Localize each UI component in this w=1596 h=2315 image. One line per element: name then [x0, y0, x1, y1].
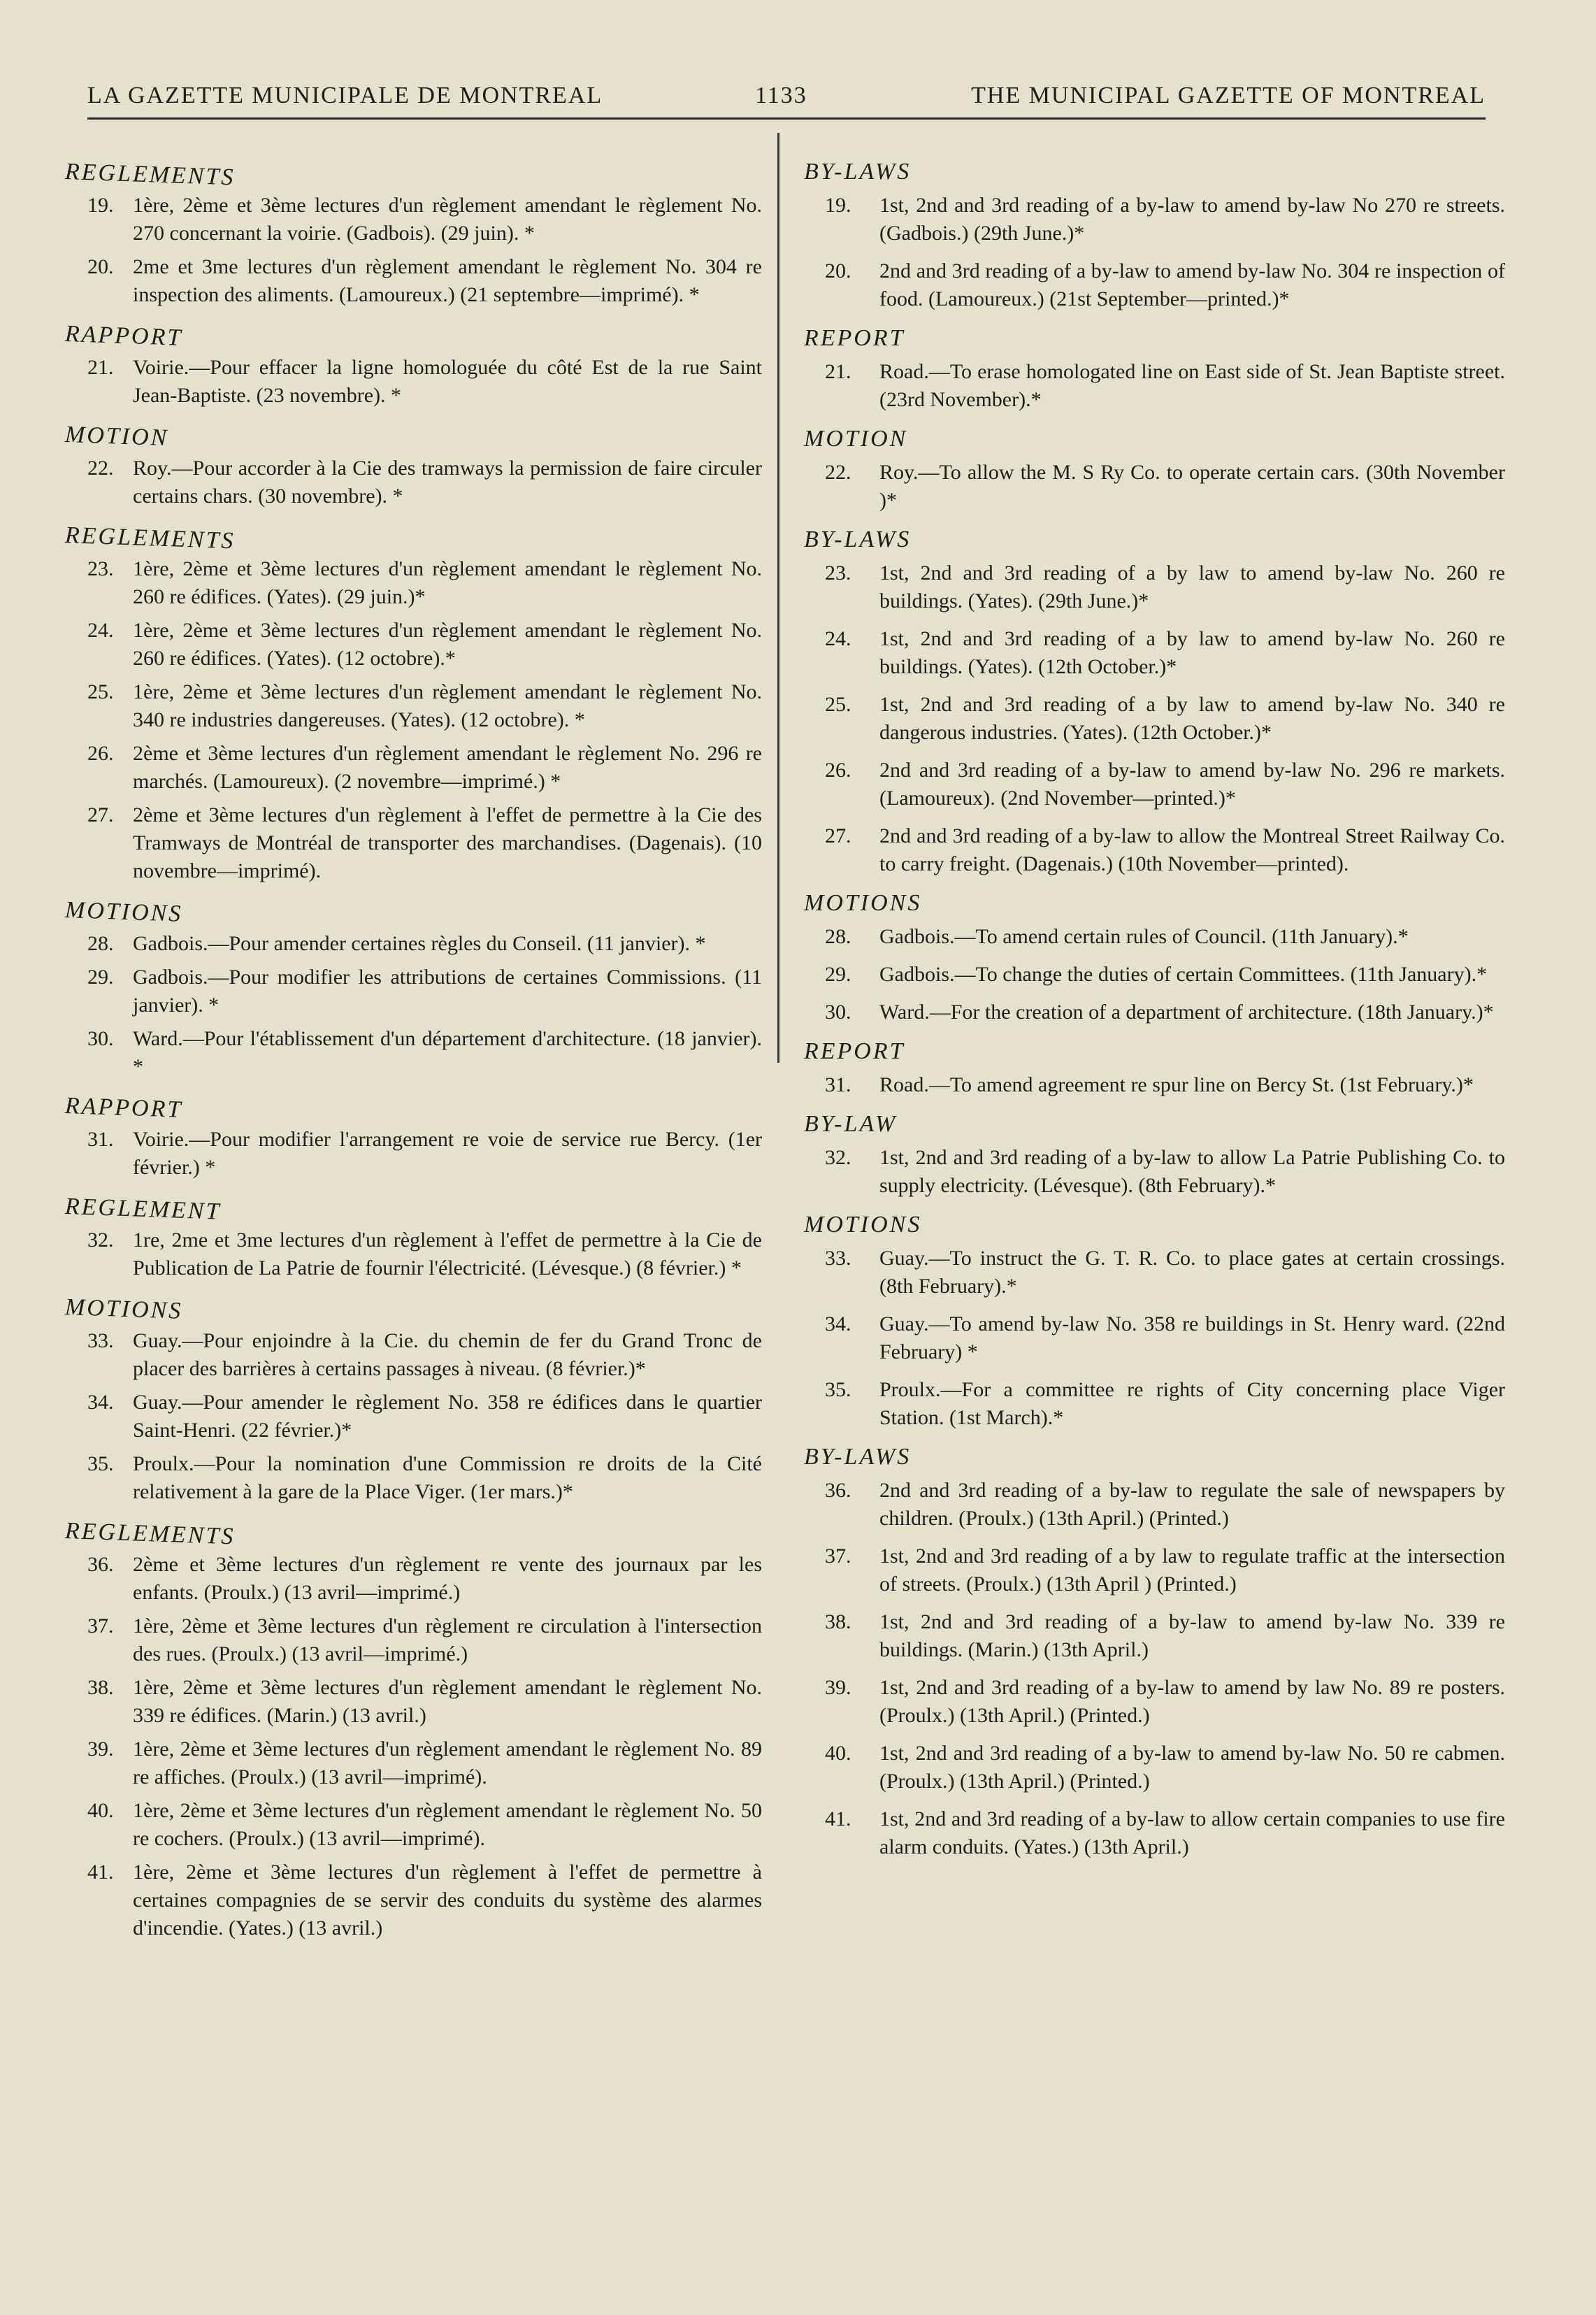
en-section-heading: BY-LAWS [804, 526, 912, 552]
fr-entry [66, 1126, 762, 1182]
fr-section [66, 420, 762, 510]
entry-number: 40. [87, 1799, 114, 1822]
entry-text: Guay.—Pour enjoindre à la Cie. du chemin de fer du Grand Tronc de placer des barrières à certains passages à niveau. (8 février.)* [133, 1329, 762, 1380]
entry-number: 35. [825, 1378, 851, 1401]
fr-section [66, 1292, 762, 1506]
fr-entry [66, 454, 762, 510]
entry-number: 25. [87, 680, 114, 703]
en-entry [796, 257, 1505, 313]
en-entry [796, 1376, 1505, 1432]
fr-section-heading: RAPPORT [64, 321, 183, 351]
entry-text: 1st, 2nd and 3rd reading of a by-law to amend by-law No 270 re streets. (Gadbois.) (29th June.)* [879, 194, 1505, 245]
en-section [796, 524, 1505, 878]
entry-text: Guay.—Pour amender le règlement No. 358 re édifices dans le quartier Saint-Henri. (22 février.)* [133, 1391, 762, 1442]
en-entry [796, 459, 1505, 515]
entry-number: 24. [87, 619, 114, 642]
fr-section [66, 1191, 762, 1282]
entry-number: 28. [87, 932, 114, 955]
english-column [796, 147, 1505, 1871]
entry-text: Road.—To erase homologated line on East side of St. Jean Baptiste street. (23rd November).* [879, 360, 1505, 411]
fr-entry [66, 678, 762, 734]
page-header [87, 83, 1486, 122]
fr-entry [66, 963, 762, 1019]
entry-text: 1st, 2nd and 3rd reading of a by law to regulate traffic at the intersection of streets. (Proulx.) (13th April ) (Printed.) [879, 1544, 1505, 1596]
entry-number: 33. [87, 1329, 114, 1352]
en-section-heading: REPORT [804, 1038, 905, 1064]
entry-text: Proulx.—Pour la nomination d'une Commission re droits de la Cité relativement à la gare de la Place Viger. (1er mars.)* [133, 1452, 762, 1503]
entry-text: Gadbois.—To amend certain rules of Council. (11th January).* [879, 925, 1409, 948]
en-section-heading: BY-LAWS [804, 1444, 912, 1470]
fr-section-heading: REGLEMENT [64, 1194, 222, 1225]
fr-entry [66, 1858, 762, 1942]
entry-number: 32. [825, 1146, 851, 1169]
entry-text: Ward.—Pour l'établissement d'un département d'architecture. (18 janvier). * [133, 1027, 762, 1078]
entry-text: 1ère, 2ème et 3ème lectures d'un règlement amendant le règlement No. 270 concernant la voirie. (Gadbois). (29 juin). * [133, 194, 762, 245]
en-entry [796, 1144, 1505, 1200]
en-entry [796, 1542, 1505, 1598]
fr-entry [66, 1612, 762, 1668]
entry-text: 1ère, 2ème et 3ème lectures d'un règlement amendant le règlement No. 339 re édifices. (Marin.) (13 avril.) [133, 1676, 762, 1727]
en-entry [796, 1674, 1505, 1730]
entry-number: 22. [87, 457, 114, 480]
entry-text: 2nd and 3rd reading of a by-law to regulate the sale of newspapers by children. (Proulx.) (13th April.) (Printed.) [879, 1479, 1505, 1530]
entry-number: 34. [825, 1312, 851, 1335]
page-number: 1133 [755, 83, 807, 108]
entry-number: 39. [87, 1737, 114, 1761]
entry-text: Roy.—Pour accorder à la Cie des tramways la permission de faire circuler certains chars. (30 novembre). * [133, 457, 762, 508]
fr-entry [66, 1450, 762, 1506]
entry-text: Gadbois.—Pour modifier les attributions de certaines Commissions. (11 janvier). * [133, 966, 762, 1017]
entry-number: 31. [87, 1128, 114, 1151]
en-section-heading: REPORT [804, 325, 905, 351]
entry-number: 29. [87, 966, 114, 989]
entry-number: 37. [825, 1544, 851, 1568]
entry-number: 29. [825, 963, 851, 986]
entry-number: 20. [825, 259, 851, 282]
en-section-heading: MOTIONS [804, 1212, 922, 1238]
entry-text: 1st, 2nd and 3rd reading of a by-law to amend by-law No. 339 re buildings. (Marin.) (13th April.) [879, 1610, 1505, 1661]
entry-text: 1ère, 2ème et 3ème lectures d'un règlement amendant le règlement No. 340 re industries dangereuses. (Yates). (12 octobre). * [133, 680, 762, 731]
entry-number: 21. [825, 360, 851, 383]
entry-number: 23. [825, 561, 851, 585]
entry-text: 2ème et 3ème lectures d'un règlement amendant le règlement No. 296 re marchés. (Lamoureux). (2 novembre—imprimé.) * [133, 742, 762, 793]
en-entry [796, 625, 1505, 681]
fr-entry [66, 617, 762, 673]
entry-text: 2nd and 3rd reading of a by-law to amend by-law No. 296 re markets. (Lamoureux). (2nd November—printed.)* [879, 759, 1505, 810]
en-entry [796, 1740, 1505, 1796]
fr-entry [66, 1389, 762, 1445]
en-entry [796, 757, 1505, 812]
entry-text: 1ère, 2ème et 3ème lectures d'un règlement amendant le règlement No. 260 re édifices. (Yates). (12 octobre).* [133, 619, 762, 670]
en-section [796, 1442, 1505, 1861]
en-section [796, 1210, 1505, 1432]
en-entry [796, 1608, 1505, 1664]
entry-number: 39. [825, 1676, 851, 1699]
en-section [796, 323, 1505, 414]
entry-text: 2ème et 3ème lectures d'un règlement à l'effet de permettre à la Cie des Tramways de Montréal de transporter des marchandises. (Dagenais). (10 novembre—imprimé). [133, 803, 762, 882]
fr-entry [66, 253, 762, 309]
entry-number: 38. [825, 1610, 851, 1633]
entry-number: 34. [87, 1391, 114, 1414]
entry-number: 27. [87, 803, 114, 826]
en-entry [796, 961, 1505, 989]
entry-text: 1st, 2nd and 3rd reading of a by law to amend by-law No. 340 re dangerous industries. (Yates). (12th October.)* [879, 693, 1505, 744]
fr-entry [66, 1025, 762, 1081]
entry-text: 1ère, 2ème et 3ème lectures d'un règlement amendant le règlement No. 89 re affiches. (Proulx.) (13 avril—imprimé). [133, 1737, 762, 1789]
entry-number: 23. [87, 557, 114, 580]
header-english-title: THE MUNICIPAL GAZETTE OF MONTREAL [971, 83, 1486, 108]
entry-number: 26. [825, 759, 851, 782]
entry-text: 1ère, 2ème et 3ème lectures d'un règlement amendant le règlement No. 50 re cochers. (Proulx.) (13 avril—imprimé). [133, 1799, 762, 1850]
en-entry [796, 1245, 1505, 1300]
fr-entry [66, 740, 762, 796]
en-entry [796, 1310, 1505, 1366]
fr-entry [66, 1226, 762, 1282]
en-entry [796, 559, 1505, 615]
entry-number: 41. [825, 1807, 851, 1830]
fr-entry [66, 1674, 762, 1730]
fr-entry [66, 1797, 762, 1853]
fr-section-heading: MOTIONS [64, 897, 183, 927]
entry-number: 32. [87, 1228, 114, 1252]
en-section-heading: BY-LAW [804, 1111, 898, 1137]
header-rule [87, 117, 1486, 120]
entry-number: 36. [825, 1479, 851, 1502]
fr-entry [66, 1551, 762, 1607]
entry-text: 1st, 2nd and 3rd reading of a by-law to amend by law No. 89 re posters. (Proulx.) (13th April.) (Printed.) [879, 1676, 1505, 1727]
entry-text: Proulx.—For a committee re rights of City concerning place Viger Station. (1st March).* [879, 1378, 1505, 1429]
en-entry [796, 1477, 1505, 1533]
header-french-title: LA GAZETTE MUNICIPALE DE MONTREAL [87, 83, 603, 108]
entry-text: 1st, 2nd and 3rd reading of a by-law to allow certain companies to use fire alarm conduits. (Yates.) (13th April.) [879, 1807, 1505, 1858]
entry-text: 1st, 2nd and 3rd reading of a by law to amend by-law No. 260 re buildings. (Yates). (29th June.)* [879, 561, 1505, 612]
entry-number: 33. [825, 1247, 851, 1270]
fr-entry [66, 1327, 762, 1383]
entry-text: Guay.—To instruct the G. T. R. Co. to place gates at certain crossings. (8th February).* [879, 1247, 1505, 1298]
entry-text: 2ème et 3ème lectures d'un règlement re vente des journaux par les enfants. (Proulx.) (13 avril—imprimé.) [133, 1553, 762, 1604]
fr-entry [66, 930, 762, 958]
column-divider [777, 133, 779, 1063]
entry-text: Guay.—To amend by-law No. 358 re buildings in St. Henry ward. (22nd February) * [879, 1312, 1505, 1363]
fr-section [66, 1091, 762, 1182]
fr-entry [66, 555, 762, 611]
fr-section-heading: RAPPORT [64, 1093, 183, 1123]
entry-number: 19. [87, 194, 114, 217]
entry-text: 1st, 2nd and 3rd reading of a by-law to allow La Patrie Publishing Co. to supply electricity. (Lévesque). (8th February).* [879, 1146, 1505, 1197]
en-section [796, 157, 1505, 313]
fr-section [66, 895, 762, 1081]
entry-number: 30. [825, 1001, 851, 1024]
entry-number: 28. [825, 925, 851, 948]
en-entry [796, 822, 1505, 878]
fr-section-heading: MOTION [64, 422, 169, 452]
fr-section [66, 319, 762, 410]
en-section-heading: BY-LAWS [804, 159, 912, 185]
entry-text: 2nd and 3rd reading of a by-law to amend by-law No. 304 re inspection of food. (Lamoureux.) (21st September—printed.)* [879, 259, 1505, 310]
entry-text: Ward.—For the creation of a department of architecture. (18th January.)* [879, 1001, 1494, 1024]
en-entry [796, 192, 1505, 248]
fr-entry [66, 354, 762, 410]
entry-text: Roy.—To allow the M. S Ry Co. to operate certain cars. (30th November )* [879, 461, 1505, 512]
entry-number: 21. [87, 356, 114, 379]
fr-entry [66, 801, 762, 885]
entry-text: Voirie.—Pour effacer la ligne homologuée du côté Est de la rue Saint Jean-Baptiste. (23 novembre). * [133, 356, 762, 407]
entry-number: 25. [825, 693, 851, 716]
french-column [66, 147, 762, 1948]
fr-section-heading: REGLEMENTS [64, 522, 236, 554]
fr-section [66, 520, 762, 885]
en-entry [796, 691, 1505, 747]
entry-text: Gadbois.—Pour amender certaines règles du Conseil. (11 janvier). * [133, 932, 706, 955]
en-section [796, 424, 1505, 515]
entry-number: 37. [87, 1614, 114, 1637]
entry-text: Gadbois.—To change the duties of certain Committees. (11th January).* [879, 963, 1488, 986]
entry-number: 36. [87, 1553, 114, 1576]
fr-section [66, 157, 762, 309]
entry-text: 1ère, 2ème et 3ème lectures d'un règlement à l'effet de permettre à certaines compagnies de se servir des conduits du système des alarmes d'incendie. (Yates.) (13 avril.) [133, 1861, 762, 1940]
entry-number: 19. [825, 194, 851, 217]
en-section [796, 888, 1505, 1026]
en-section [796, 1109, 1505, 1200]
entry-text: Voirie.—Pour modifier l'arrangement re voie de service rue Bercy. (1er février.) * [133, 1128, 762, 1179]
entry-text: 2nd and 3rd reading of a by-law to allow the Montreal Street Railway Co. to carry freight. (Dagenais.) (10th November—printed). [879, 824, 1505, 875]
entry-number: 35. [87, 1452, 114, 1475]
entry-text: Road.—To amend agreement re spur line on Bercy St. (1st February.)* [879, 1073, 1474, 1096]
entry-number: 30. [87, 1027, 114, 1050]
en-entry [796, 1805, 1505, 1861]
entry-text: 1ère, 2ème et 3ème lectures d'un règlement re circulation à l'intersection des rues. (Proulx.) (13 avril—imprimé.) [133, 1614, 762, 1665]
entry-number: 38. [87, 1676, 114, 1699]
entry-text: 1ère, 2ème et 3ème lectures d'un règlement amendant le règlement No. 260 re édifices. (Yates). (29 juin.)* [133, 557, 762, 608]
fr-entry [66, 192, 762, 248]
en-section-heading: MOTIONS [804, 890, 922, 916]
en-entry [796, 923, 1505, 951]
fr-section-heading: REGLEMENTS [64, 159, 236, 191]
en-section [796, 1036, 1505, 1099]
entry-text: 1st, 2nd and 3rd reading of a by-law to amend by-law No. 50 re cabmen. (Proulx.) (13th April.) (Printed.) [879, 1742, 1505, 1793]
entry-number: 26. [87, 742, 114, 765]
entry-number: 31. [825, 1073, 851, 1096]
entry-number: 27. [825, 824, 851, 847]
entry-number: 41. [87, 1861, 114, 1884]
entry-number: 24. [825, 627, 851, 650]
entry-number: 20. [87, 255, 114, 278]
entry-number: 22. [825, 461, 851, 484]
entry-number: 40. [825, 1742, 851, 1765]
en-entry [796, 1071, 1505, 1099]
fr-section-heading: MOTIONS [64, 1294, 183, 1324]
en-entry [796, 358, 1505, 414]
en-section-heading: MOTION [804, 426, 908, 452]
entry-text: 1st, 2nd and 3rd reading of a by law to amend by-law No. 260 re buildings. (Yates). (12th October.)* [879, 627, 1505, 678]
entry-text: 2me et 3me lectures d'un règlement amendant le règlement No. 304 re inspection des aliments. (Lamoureux.) (21 septembre—imprimé). * [133, 255, 762, 306]
entry-text: 1re, 2me et 3me lectures d'un règlement à l'effet de permettre à la Cie de Publication de La Patrie de fournir l'électricité. (Lévesque.) (8 février.) * [133, 1228, 762, 1280]
fr-section-heading: REGLEMENTS [64, 1518, 236, 1550]
fr-section [66, 1516, 762, 1942]
fr-entry [66, 1735, 762, 1791]
en-entry [796, 998, 1505, 1026]
